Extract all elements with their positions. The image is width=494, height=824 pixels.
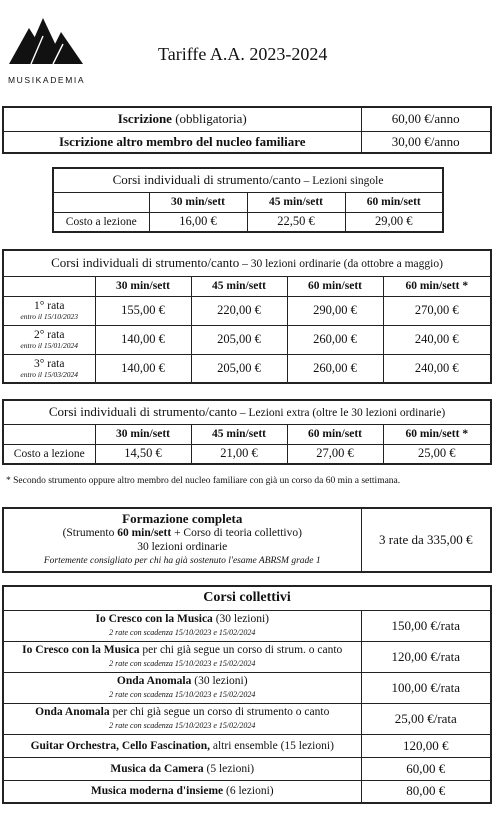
formazione-price: 3 rate da 335,00 €: [361, 508, 491, 572]
lezioni-extra-table: [2, 399, 492, 465]
table-row: [53, 168, 443, 192]
section-title: Corsi individuali di strumento/canto – Lezioni extra (oltre le 30 lezioni ordinarie): [3, 400, 491, 424]
section-title: Corsi individuali di strumento/canto – 30 lezioni ordinarie (da ottobre a maggio): [3, 250, 491, 276]
course-cell: Musica moderna d'insieme (6 lezioni): [3, 780, 361, 803]
iscrizione-table: [2, 106, 492, 154]
section-title: Corsi individuali di strumento/canto – Lezioni singole: [53, 168, 443, 192]
iscrizione-price: 30,00 €/anno: [361, 131, 491, 153]
course-cell: Musica da Camera (5 lezioni): [3, 757, 361, 780]
column-header: 60 min/sett *: [383, 424, 491, 444]
formazione-description: [3, 508, 361, 572]
table-row: [53, 212, 443, 232]
iscrizione-label: Iscrizione (obbligatoria): [3, 107, 361, 131]
formazione-note: Fortemente consigliato per chi ha già sostenuto l'esame ABRSM grade 1: [43, 556, 321, 566]
price-cell: 16,00 €: [149, 212, 247, 232]
row-label: 2° rata entro il 15/01/2024: [3, 325, 95, 354]
table-row: [3, 131, 491, 153]
row-label: Costo a lezione: [3, 444, 95, 464]
musikademia-logo: [8, 14, 86, 90]
course-price: 120,00 €: [361, 734, 491, 757]
price-cell: 260,00 €: [287, 325, 383, 354]
column-header: 45 min/sett: [191, 276, 287, 296]
formazione-completa-table: [2, 507, 492, 573]
column-header: 30 min/sett: [95, 276, 191, 296]
course-price: 80,00 €: [361, 780, 491, 803]
column-header: 60 min/sett: [287, 276, 383, 296]
course-price: 25,00 €/rata: [361, 703, 491, 734]
table-row: [53, 192, 443, 212]
table-row: [3, 672, 491, 703]
price-cell: 14,50 €: [95, 444, 191, 464]
course-cell: Onda Anomala (30 lezioni) 2 rate con scadenza 15/10/2023 e 15/02/2024: [3, 672, 361, 703]
price-cell: 25,00 €: [383, 444, 491, 464]
course-cell: Io Cresco con la Musica per chi già segue un corso di strum. o canto 2 rate con scadenza 15/10/2023 e 15/02/2024: [3, 641, 361, 672]
column-header: 30 min/sett: [149, 192, 247, 212]
formazione-title: Formazione completa: [122, 511, 243, 526]
price-cell: 22,50 €: [247, 212, 345, 232]
column-header: 60 min/sett: [345, 192, 443, 212]
price-cell: 205,00 €: [191, 354, 287, 383]
price-cell: 140,00 €: [95, 325, 191, 354]
table-row: [3, 354, 491, 383]
price-cell: 290,00 €: [287, 296, 383, 325]
course-price: 150,00 €/rata: [361, 610, 491, 641]
table-row: [3, 586, 491, 610]
price-cell: 27,00 €: [287, 444, 383, 464]
table-row: [3, 641, 491, 672]
iscrizione-label: Iscrizione altro membro del nucleo familiare: [3, 131, 361, 153]
table-row: [3, 780, 491, 803]
price-cell: 155,00 €: [95, 296, 191, 325]
column-header: 45 min/sett: [191, 424, 287, 444]
price-cell: 21,00 €: [191, 444, 287, 464]
course-cell: Guitar Orchestra, Cello Fascination, altri ensemble (15 lezioni): [3, 734, 361, 757]
table-row: [3, 444, 491, 464]
table-row: [3, 610, 491, 641]
row-label: 1° rata entro il 15/10/2023: [3, 296, 95, 325]
course-cell: Onda Anomala per chi già segue un corso di strumento o canto 2 rate con scadenza 15/10/2023 e 15/02/2024: [3, 703, 361, 734]
column-header: 60 min/sett *: [383, 276, 491, 296]
course-price: 120,00 €/rata: [361, 641, 491, 672]
price-cell: 140,00 €: [95, 354, 191, 383]
course-price: 100,00 €/rata: [361, 672, 491, 703]
price-cell: 220,00 €: [191, 296, 287, 325]
mountains-logo-icon: [9, 14, 83, 72]
price-cell: 270,00 €: [383, 296, 491, 325]
logo-text: MUSIKADEMIA: [8, 75, 86, 85]
section-title: Corsi collettivi: [3, 586, 491, 610]
footnote: * Secondo strumento oppure altro membro del nucleo familiare con già un corso da 60 min a settimana.: [6, 476, 401, 486]
column-header: 60 min/sett: [287, 424, 383, 444]
table-row: [3, 296, 491, 325]
price-cell: 240,00 €: [383, 354, 491, 383]
table-row: [3, 508, 491, 572]
table-row: [3, 424, 491, 444]
price-cell: 260,00 €: [287, 354, 383, 383]
formazione-line: 30 lezioni ordinarie: [137, 541, 228, 553]
price-cell: 240,00 €: [383, 325, 491, 354]
table-row: [3, 107, 491, 131]
table-row: [3, 734, 491, 757]
page-title: Tariffe A.A. 2023-2024: [158, 44, 328, 64]
table-row: [3, 400, 491, 424]
table-row: [3, 276, 491, 296]
price-cell: 29,00 €: [345, 212, 443, 232]
iscrizione-price: 60,00 €/anno: [361, 107, 491, 131]
corsi-collettivi-table: [2, 585, 492, 804]
column-header: 30 min/sett: [95, 424, 191, 444]
course-price: 60,00 €: [361, 757, 491, 780]
column-header: 45 min/sett: [247, 192, 345, 212]
course-cell: Io Cresco con la Musica (30 lezioni) 2 rate con scadenza 15/10/2023 e 15/02/2024: [3, 610, 361, 641]
formazione-line: (Strumento 60 min/sett + Corso di teoria collettivo): [62, 527, 302, 539]
row-label: 3° rata entro il 15/03/2024: [3, 354, 95, 383]
price-cell: 205,00 €: [191, 325, 287, 354]
table-row: [3, 757, 491, 780]
lezioni-ordinarie-table: [2, 249, 492, 384]
table-row: [3, 325, 491, 354]
table-row: [3, 703, 491, 734]
row-label: Costo a lezione: [53, 212, 149, 232]
lezioni-singole-table: [52, 167, 444, 233]
table-row: [3, 250, 491, 276]
